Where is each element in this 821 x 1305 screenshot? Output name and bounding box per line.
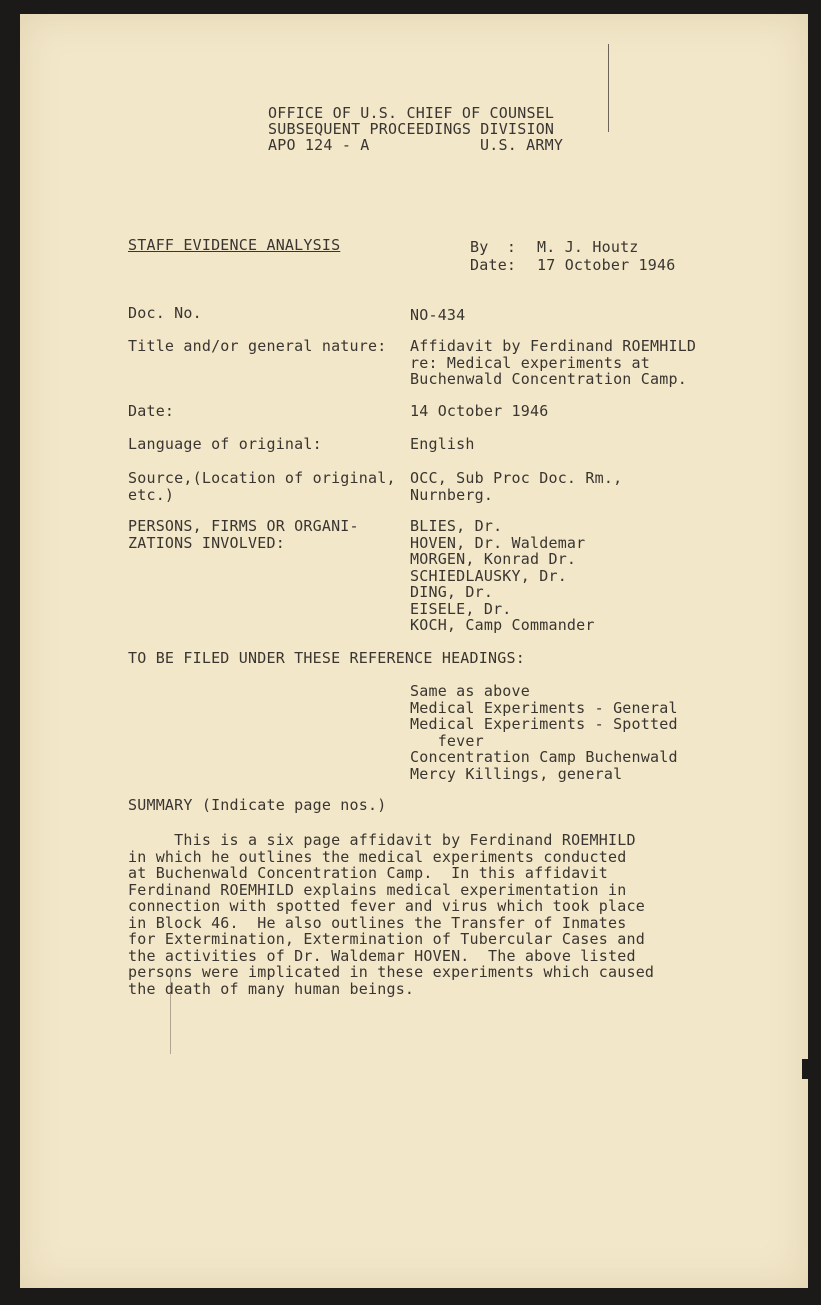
- title-value: Affidavit by Ferdinand ROEMHILD re: Medical experiments at Buchenwald Concentration Camp.: [410, 337, 697, 388]
- source-value: OCC, Sub Proc Doc. Rm., Nurnberg.: [410, 469, 623, 504]
- by-label: By :: [470, 238, 517, 256]
- pencil-mark: [608, 44, 609, 132]
- date-field-label: Date:: [128, 402, 175, 420]
- by-value: M. J. Houtz: [537, 238, 639, 256]
- title-label: Title and/or general nature:: [128, 337, 387, 355]
- persons-value: BLIES, Dr. HOVEN, Dr. Waldemar MORGEN, Konrad Dr. SCHIEDLAUSKY, Dr. DING, Dr. EISELE, Dr. KOCH, Camp Commander: [410, 517, 595, 634]
- header-line-3-left: APO 124 - A: [268, 136, 370, 154]
- summary-text: This is a six page affidavit by Ferdinand ROEMHILD in which he outlines the medical experiments conducted at Buchenwald Concentration Camp. In this affidavit Ferdinand ROEMHILD explains medical experimentation in connection with spotted fever and virus which took place in Block 46. He also outlines the Transfer of Inmates for Extermination, Extermination of Tubercular Cases and the activities of Dr. Waldemar HOVEN. The above listed persons were implicated in these experiments which caused the death of many human beings.: [128, 831, 655, 998]
- language-value: English: [410, 435, 475, 453]
- analysis-title: STAFF EVIDENCE ANALYSIS: [128, 236, 341, 254]
- source-label: Source,(Location of original, etc.): [128, 469, 396, 504]
- reference-heading: TO BE FILED UNDER THESE REFERENCE HEADINGS:: [128, 649, 525, 667]
- persons-label: PERSONS, FIRMS OR ORGANI- ZATIONS INVOLVED:: [128, 517, 359, 552]
- reference-items: Same as above Medical Experiments - General Medical Experiments - Spotted fever Concentration Camp Buchenwald Mercy Killings, general: [410, 682, 678, 783]
- doc-no-label: Doc. No.: [128, 304, 202, 322]
- header-line-2: SUBSEQUENT PROCEEDINGS DIVISION: [268, 120, 555, 138]
- summary-label: SUMMARY (Indicate page nos.): [128, 796, 387, 814]
- doc-no-value: NO-434: [410, 306, 466, 324]
- header-line-1: OFFICE OF U.S. CHIEF OF COUNSEL: [268, 104, 555, 122]
- language-label: Language of original:: [128, 435, 322, 453]
- page-edge-notch: [802, 1059, 808, 1079]
- header-line-3-right: U.S. ARMY: [480, 136, 564, 154]
- date-field-value: 14 October 1946: [410, 402, 549, 420]
- date-label: Date:: [470, 256, 517, 274]
- date-value: 17 October 1946: [537, 256, 676, 274]
